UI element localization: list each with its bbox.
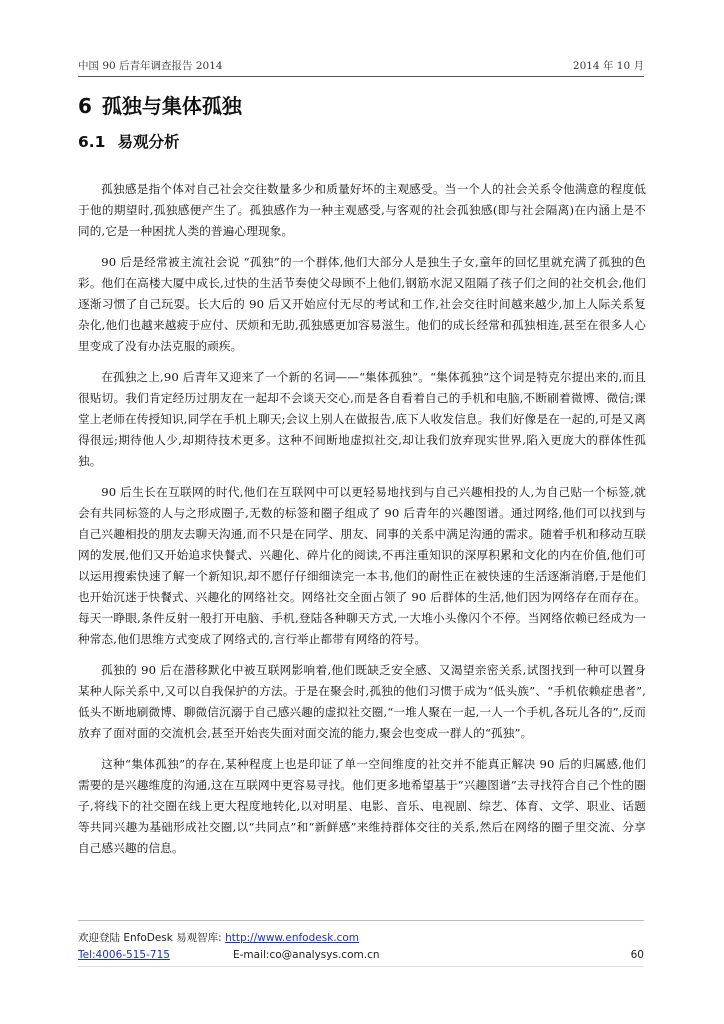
section-title: 易观分析 bbox=[117, 133, 180, 151]
footer-welcome-line bbox=[78, 930, 644, 945]
chapter-number: 6 bbox=[78, 94, 92, 118]
header-report-title: 中国 90 后青年调查报告 2014 bbox=[78, 60, 223, 72]
paragraph: 这种“集体孤独”的存在,某种程度上也是印证了单一空间维度的社交并不能真正解决 90 后的归属感,他们需要的是兴趣维度的沟通,这在互联网中更容易寻找。他们更多地希望基于“兴趣图谱”去寻找符合自己个性的圈子,将线下的社交圈在线上更大程度地转化,以对明星、电影、音乐、电视剧、综艺、体育、文学、职业、话题等共同兴趣为基础形成社交圈,以“共同点”和“新鲜感”来维持群体交往的关系,然后在网络的圈子里交流、分享自己感兴趣的信息。 bbox=[78, 757, 646, 855]
paragraph: 孤独的 90 后在潜移默化中被互联网影响着,他们既缺乏安全感、又渴望亲密关系,试图找到一种可以置身某种人际关系中,又可以自我保护的方法。于是在聚会时,孤独的他们习惯于成为“低头族”、“手机依赖症患者”,低头不断地刷微博、聊微信沉溺于自己感兴趣的虚拟社交圈,“一堆人聚在一起,一人一个手机,各玩儿各的”,反而放弃了面对面的交流机会,甚至开始丧失面对面交流的能力,聚会也变成一群人的“孤独”。 bbox=[78, 663, 646, 740]
chapter-title: 孤独与集体孤独 bbox=[101, 94, 242, 118]
paragraph: 90 后生长在互联网的时代,他们在互联网中可以更轻易地找到与自己兴趣相投的人,为自己贴一个标签,就会有共同标签的人与之形成圈子,无数的标签和圈子组成了 90 后青年的兴趣图谱。通过网络,他们可以找到与自己兴趣相投的朋友去聊天沟通,而不只是在同学、朋友、同事的关系中满足沟通的需求。随着手机和移动互联网的发展,他们又开始追求快餐式、兴趣化、碎片化的阅读,不再注重知识的深厚积累和文化的内在价值,他们可以运用搜索快速了解一个新知识,却不愿仔仔细细读完一本书,他们的耐性正在被快速的生活逐渐消磨,于是他们也开始沉迷于快餐式、兴趣化的网络社交。网络社交全面占领了 90 后群体的生活,他们因为网络存在而存在。每天一睁眼,条件反射一般打开电脑、手机,登陆各种聊天方式,一大堆小头像闪个不停。当网络依赖已经成为一种常态,他们思维方式变成了网络式的,言行举止都带有网络的符号。 bbox=[78, 485, 646, 646]
footer-email: E-mail:co@analysys.com.cn bbox=[233, 949, 380, 961]
footer-divider bbox=[78, 920, 644, 921]
body-text bbox=[78, 179, 646, 869]
page-header bbox=[78, 58, 644, 74]
footer-tel-link[interactable]: Tel:4006-515-715 bbox=[78, 949, 170, 961]
chapter-heading bbox=[78, 90, 242, 119]
paragraph: 在孤独之上,90 后青年又迎来了一个新的名词——“集体孤独”。“集体孤独”这个词是特克尔提出来的,而且很贴切。我们肯定经历过朋友在一起却不会谈天交心,而是各自看着自己的手机和电脑,不断刷着微博、微信;课堂上老师在传授知识,同学在手机上聊天;会议上别人在做报告,底下人收发信息。我们好像是在一起的,可是又离得很远;期待他人少,却期待技术更多。这种不间断地虚拟社交,却让我们放弃现实世界,陷入更庞大的群体性孤独。 bbox=[78, 370, 646, 468]
header-date: 2014 年 10 月 bbox=[572, 60, 644, 72]
footer-welcome-text: 欢迎登陆 EnfoDesk 易观智库: bbox=[78, 932, 222, 944]
paragraph: 90 后是经常被主流社会说 “孤独”的一个群体,他们大部分人是独生子女,童年的回忆里就充满了孤独的色彩。他们在高楼大厦中成长,过快的生活节奏使父母顾不上他们,钢筋水泥又阻隔了孩子们之间的社交机会,他们逐渐习惯了自己玩耍。长大后的 90 后又开始应付无尽的考试和工作,社会交往时间越来越少,加上人际关系复杂化,他们也越来越疲于应付、厌烦和无助,孤独感更加容易滋生。他们的成长经常和孤独相连,甚至在很多人心里变成了没有办法克服的顽疾。 bbox=[78, 255, 646, 353]
page-number: 60 bbox=[630, 949, 644, 961]
footer-website-link[interactable]: http://www.enfodesk.com bbox=[225, 932, 360, 944]
paragraph: 孤独感是指个体对自己社会交往数量多少和质量好坏的主观感受。当一个人的社会关系令他满意的程度低于他的期望时,孤独感便产生了。孤独感作为一种主观感受,与客观的社会孤独感(即与社会隔离)在内涵上是不同的,它是一种困扰人类的普遍心理现象。 bbox=[78, 182, 646, 238]
section-heading bbox=[78, 130, 179, 152]
footer-contact-line bbox=[78, 949, 644, 961]
footer-bottom-divider bbox=[78, 966, 644, 967]
section-number: 6.1 bbox=[78, 133, 106, 151]
header-divider bbox=[78, 76, 644, 77]
